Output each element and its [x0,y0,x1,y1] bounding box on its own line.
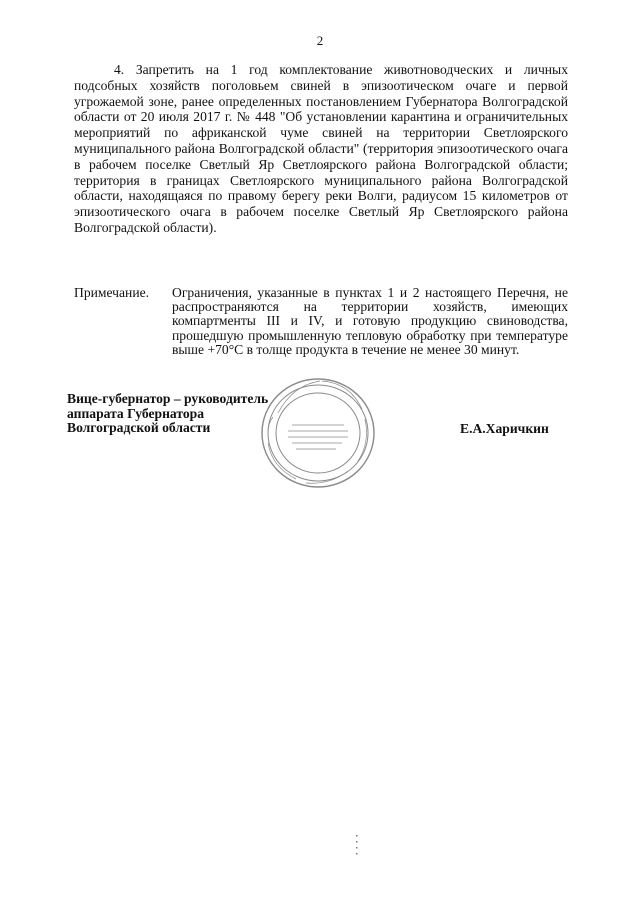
page-number: 2 [316,33,324,48]
note-text: Ограничения, указанные в пунктах 1 и 2 настоящего Перечня, не распространяются на территории хозяйств, имеющих компартменты III и IV, и готовую продукцию свиноводства, прошедшую промышленную тепловую обработку при температуре выше +70°С в толще продукта в течение не менее 30 минут. [172,285,568,357]
position-line-2: аппарата Губернатора [67,405,205,421]
position-line-3: Волгоградской области [67,420,211,435]
official-seal-stamp [258,373,378,493]
signatory-name: Е.А.Харичкин [460,421,549,436]
scan-artifact [354,835,360,857]
note-label: Примечание. [74,285,150,300]
signatory-position [67,392,268,436]
clause-4-paragraph: 4. Запретить на 1 год комплектование животноводческих и личных подсобных хозяйств поголовьем свиней в эпизоотическом очаге и первой угрожаемой зоне, ранее определенных постановлением Губернатора Волгоградской области от 20 июля 2017 г. № 448 "Об установлении карантина и ограничительных мероприятий по африканской чуме свиней на территории Светлоярского муниципального района Волгоградской области" (территория эпизоотического очага в рабочем поселке Светлый Яр Светлоярского района Волгоградской области; территория в границах Светлоярского муниципального района Волгоградской области, находящаяся по правому берегу реки Волги, радиусом 15 километров от эпизоотического очага в рабочем поселке Светлый Яр Светлоярского района Волгоградской области). [74,62,568,235]
position-line-1: Вице-губернатор – руководитель [67,391,269,406]
